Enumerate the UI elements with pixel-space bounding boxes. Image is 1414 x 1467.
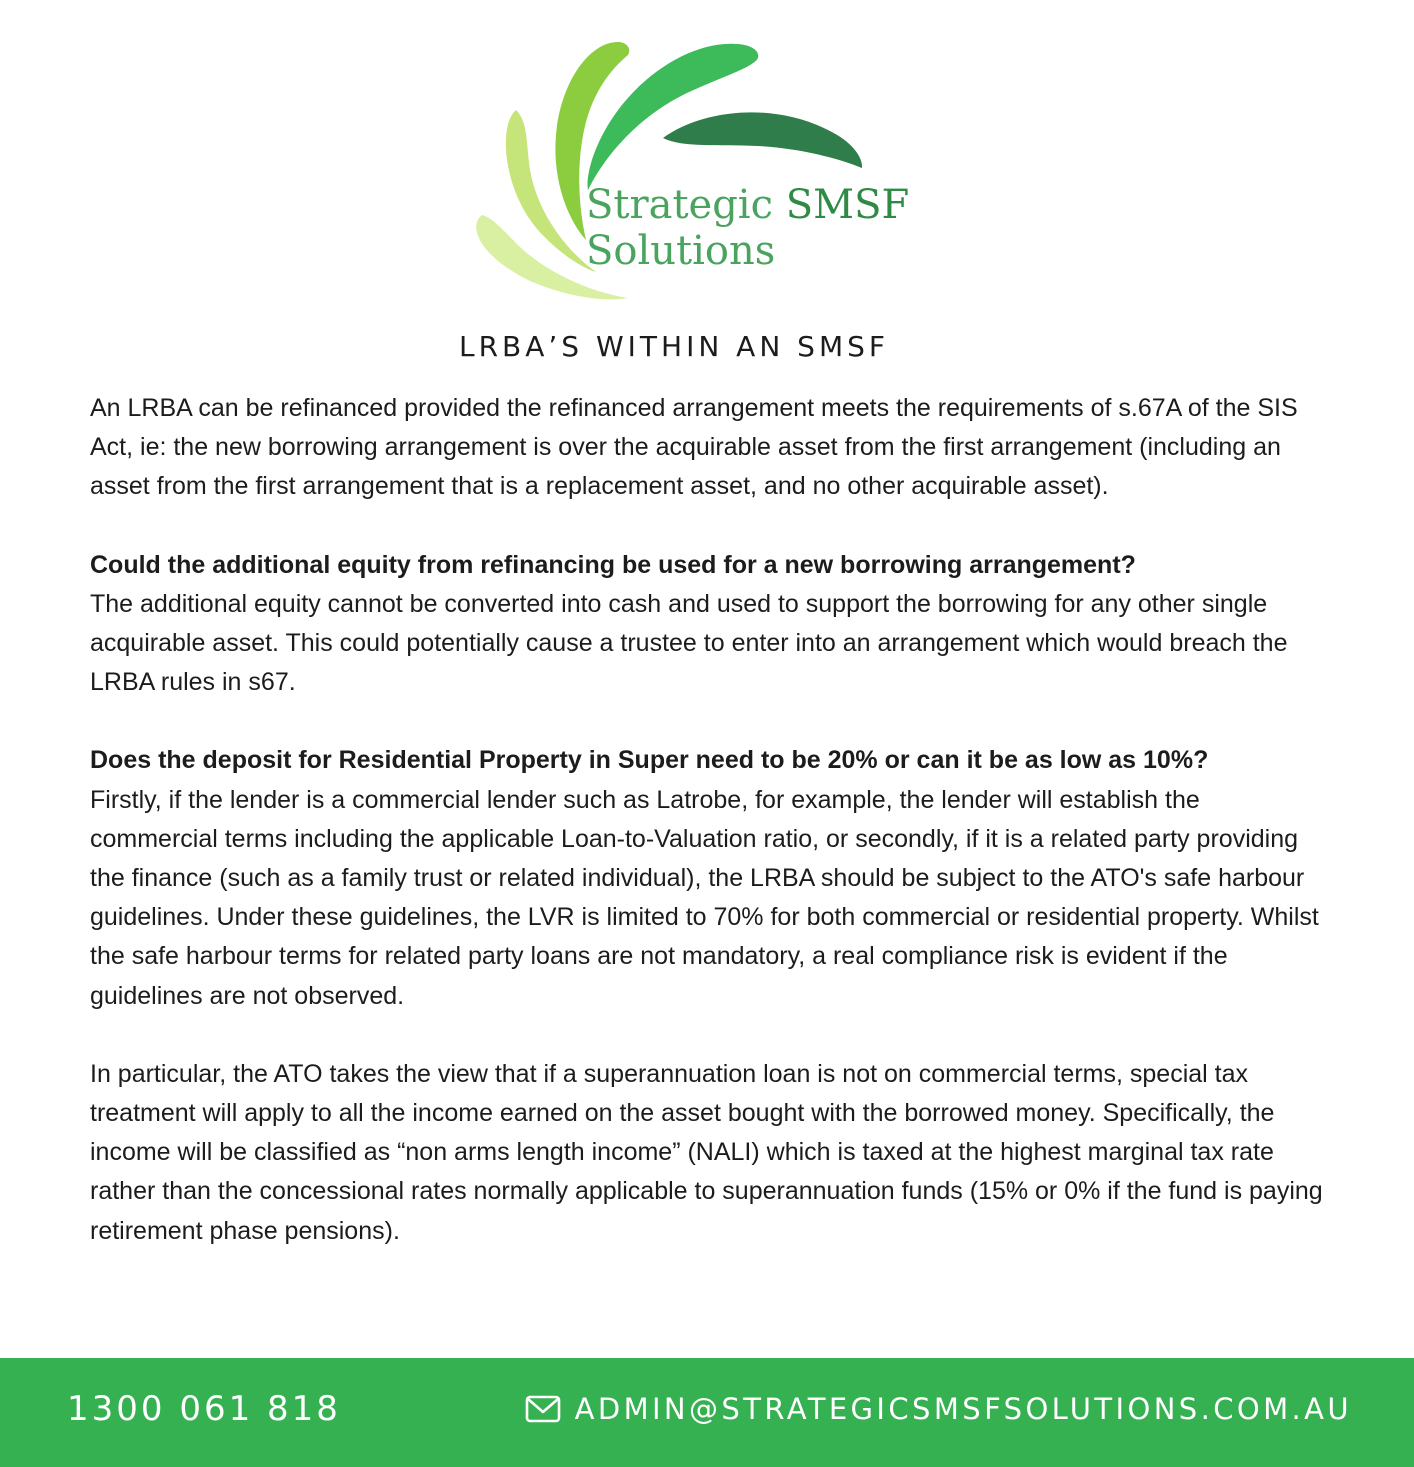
page-title: LRBA’S WITHIN AN SMSF [458,330,889,363]
question-refinancing-equity: Could the additional equity from refinancing be used for a new borrowing arrangement? [90,550,1136,579]
logo-brand-strong: SMSF [785,182,910,228]
answer-refinancing-equity: The additional equity cannot be converted into cash and used to support the borrowing for any other single acquirable asset. This could potentially cause a trustee to enter into an arrangement which would breach the LRBA rules in s67. [90,589,1288,697]
logo-line-2: Solutions [586,228,776,274]
email-contact[interactable] [525,1385,1352,1433]
intro-paragraph: An LRBA can be refinanced provided the refinanced arrangement meets the requirements of s.67A of the SIS Act, ie: the new borrowing arrangement is over the acquirable asset from the first arrangement (including an asset from the first arrangement that is a replacement asset, and no other acquirable asset). [90,394,1298,501]
logo-wordmark [586,182,909,274]
company-logo [468,30,948,310]
contact-footer [0,1358,1414,1467]
question-deposit: Does the deposit for Residential Property in Super need to be 20% or can it be as low as 10%? [90,746,1209,775]
logo-line-1 [586,182,909,228]
nali-paragraph: In particular, the ATO takes the view that if a superannuation loan is not on commercial terms, special tax treatment will apply to all the income earned on the asset bought with the borrowed money. Specifically, the income will be classified as “non arms length income” (NALI) which is taxed at the highest marginal tax rate rather than the concessional rates normally applicable to superannuation funds (15% or 0% if the fund is paying retirement phase pensions). [90,1059,1323,1245]
article-body [90,389,1325,1251]
phone-number[interactable]: 1300 061 818 [67,1389,341,1429]
logo-brand-light: Strategic [586,182,786,228]
email-address[interactable]: ADMIN@STRATEGICSMSFSOLUTIONS.COM.AU [574,1392,1352,1426]
mail-icon [525,1394,561,1424]
answer-deposit: Firstly, if the lender is a commercial lender such as Latrobe, for example, the lender will establish the commercial terms including the applicable Loan-to-Valuation ratio, or secondly, if it is a related party providing the finance (such as a family trust or related individual), the LRBA should be subject to the ATO's safe harbour guidelines. Under these guidelines, the LVR is limited to 70% for both commercial or residential property. Whilst the safe harbour terms for related party loans are not mandatory, a real compliance risk is evident if the guidelines are not observed. [90,785,1319,1010]
logo-swoosh-dark [663,112,862,168]
